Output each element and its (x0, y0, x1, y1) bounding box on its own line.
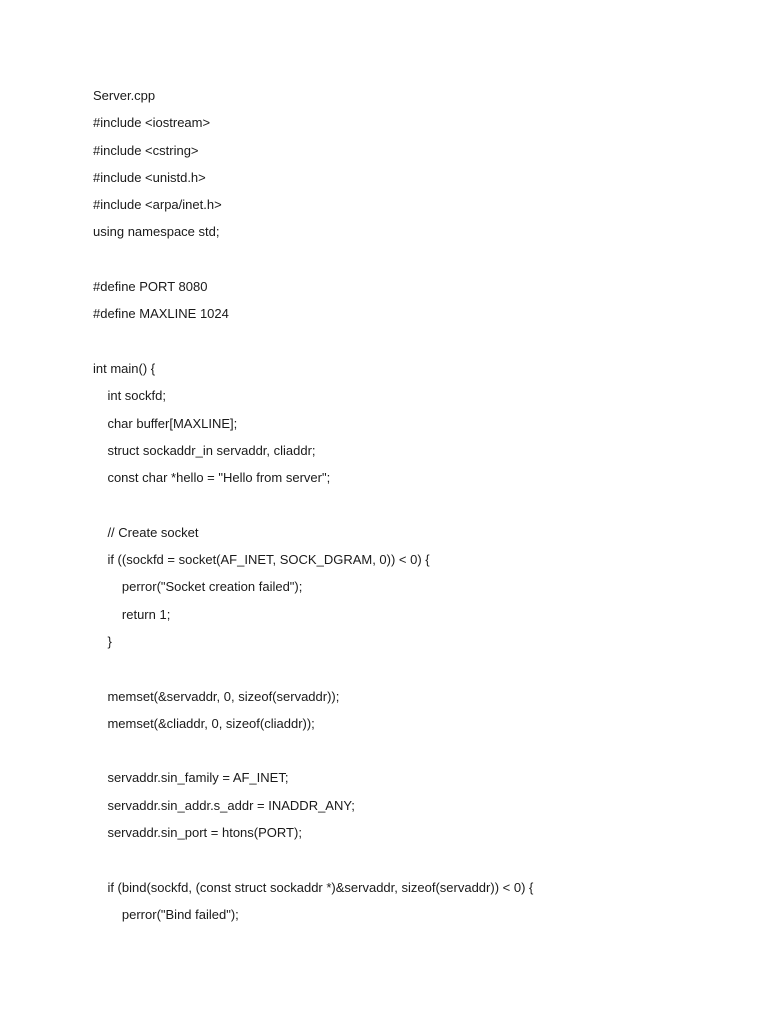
code-line: servaddr.sin_port = htons(PORT); (93, 825, 302, 841)
code-comment-line: // Create socket (93, 524, 199, 540)
code-line: if ((sockfd = socket(AF_INET, SOCK_DGRAM, 0)) < 0) { (93, 552, 430, 568)
code-listing (93, 86, 733, 932)
code-line: memset(&servaddr, 0, sizeof(servaddr)); (93, 688, 340, 704)
blank-line (93, 495, 733, 522)
blank-line (93, 850, 733, 877)
blank-line (93, 741, 733, 768)
code-line: #define PORT 8080 (93, 279, 208, 295)
code-line-filename: Server.cpp (93, 88, 156, 103)
code-line: using namespace std; (93, 224, 220, 240)
code-line: char buffer[MAXLINE]; (93, 415, 238, 431)
code-line: #include <unistd.h> (93, 169, 206, 185)
code-line: struct sockaddr_in servaddr, cliaddr; (93, 442, 316, 458)
blank-line (93, 250, 733, 277)
code-line: int main() { (93, 360, 156, 376)
code-line: servaddr.sin_addr.s_addr = INADDR_ANY; (93, 797, 355, 813)
blank-line (93, 659, 733, 686)
code-line: perror("Socket creation failed"); (93, 579, 303, 595)
code-line: servaddr.sin_family = AF_INET; (93, 770, 289, 786)
code-line: perror("Bind failed"); (93, 906, 239, 922)
code-line: memset(&cliaddr, 0, sizeof(cliaddr)); (93, 715, 315, 731)
code-line: } (93, 633, 112, 649)
code-line: #include <arpa/inet.h> (93, 197, 222, 213)
code-line: int sockfd; (93, 388, 166, 404)
code-line: const char *hello = "Hello from server"; (93, 470, 331, 486)
code-line: if (bind(sockfd, (const struct sockaddr *)&servaddr, sizeof(servaddr)) < 0) { (93, 879, 534, 895)
code-line: #include <iostream> (93, 115, 211, 131)
code-line: return 1; (93, 606, 171, 622)
blank-line (93, 332, 733, 359)
code-line: #include <cstring> (93, 142, 199, 158)
code-line: #define MAXLINE 1024 (93, 306, 229, 322)
